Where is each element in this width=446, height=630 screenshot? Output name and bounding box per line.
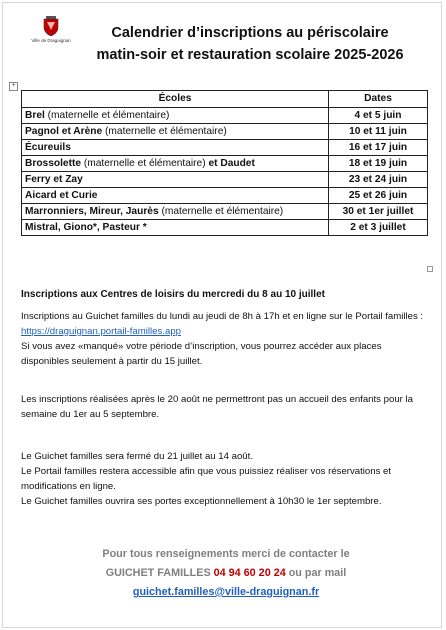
table-row <box>22 220 428 236</box>
table-row <box>22 156 428 172</box>
table-row <box>22 204 428 220</box>
dates-cell: 16 et 17 juin <box>329 140 428 156</box>
title-line-2: matin-soir et restauration scolaire 2025-2026 <box>96 47 404 63</box>
table-row <box>22 172 428 188</box>
table-row <box>22 108 428 124</box>
coat-of-arms-icon <box>43 16 59 36</box>
school-cell: Écureuils <box>22 140 329 156</box>
table-row <box>22 124 428 140</box>
phone-number: 04 94 60 20 24 <box>213 567 286 579</box>
school-cell: Marronniers, Mireur, Jaurès (maternelle et élémentaire) <box>22 204 329 220</box>
dates-cell: 2 et 3 juillet <box>329 220 428 236</box>
guichet-section <box>21 449 431 509</box>
school-cell: Aicard et Curie <box>22 188 329 204</box>
table-row <box>22 188 428 204</box>
city-logo <box>30 16 72 43</box>
contact-line-2: GUICHET FAMILLES 04 94 60 20 24 ou par mail <box>105 567 347 579</box>
notice-paragraph: Les inscriptions réalisées après le 20 août ne permettront pas un accueil des enfants pour la semaine du 1er au 5 septembre. <box>21 394 413 420</box>
loisirs-section <box>21 287 431 369</box>
guichet-line-2: Le Portail familles restera accessible afin que vous puissiez réaliser vos réservations et modifications en ligne. <box>21 466 392 492</box>
dates-cell: 4 et 5 juin <box>329 108 428 124</box>
contact-block <box>21 545 431 602</box>
table-resize-handle[interactable] <box>427 266 433 272</box>
school-cell: Ferry et Zay <box>22 172 329 188</box>
col-header-schools: Écoles <box>22 91 329 108</box>
col-header-dates: Dates <box>329 91 428 108</box>
table-header-row <box>22 91 428 108</box>
guichet-line-1: Le Guichet familles sera fermé du 21 juillet au 14 août. <box>21 451 253 462</box>
email-link[interactable]: guichet.familles@ville-draguignan.fr <box>132 586 320 598</box>
contact-line-1: Pour tous renseignements merci de contacter le <box>102 548 350 560</box>
dates-cell: 10 et 11 juin <box>329 124 428 140</box>
title-line-1: Calendrier d’inscriptions au périscolaire <box>111 25 389 41</box>
school-cell: Brel (maternelle et élémentaire) <box>22 108 329 124</box>
portail-familles-link[interactable]: https://draguignan.portail-familles.app <box>21 326 181 337</box>
loisirs-heading: Inscriptions aux Centres de loisirs du mercredi du 8 au 10 juillet <box>21 289 325 300</box>
school-cell: Mistral, Giono*, Pasteur * <box>22 220 329 236</box>
school-cell: Brossolette (maternelle et élémentaire) et Daudet <box>22 156 329 172</box>
dates-cell: 30 et 1er juillet <box>329 204 428 220</box>
loisirs-paragraph-2: Si vous avez «manqué» votre période d’inscription, vous pourrez accéder aux places disponibles seulement à partir du 15 juillet. <box>21 341 382 367</box>
table-row <box>22 140 428 156</box>
loisirs-paragraph-1: Inscriptions au Guichet familles du lundi au jeudi de 8h à 17h et en ligne sur le Portail familles : https://draguignan.portail-familles.app <box>21 311 424 337</box>
page-title <box>70 22 430 66</box>
dates-cell: 18 et 19 juin <box>329 156 428 172</box>
table-move-handle-icon[interactable]: + <box>9 82 18 91</box>
schedule-table <box>21 90 428 236</box>
dates-cell: 25 et 26 juin <box>329 188 428 204</box>
school-cell: Pagnol et Arène (maternelle et élémentaire) <box>22 124 329 140</box>
dates-cell: 23 et 24 juin <box>329 172 428 188</box>
logo-caption: Ville de Draguignan <box>31 38 71 43</box>
guichet-line-3: Le Guichet familles ouvrira ses portes exceptionnellement à 10h30 le 1er septembre. <box>21 496 382 507</box>
